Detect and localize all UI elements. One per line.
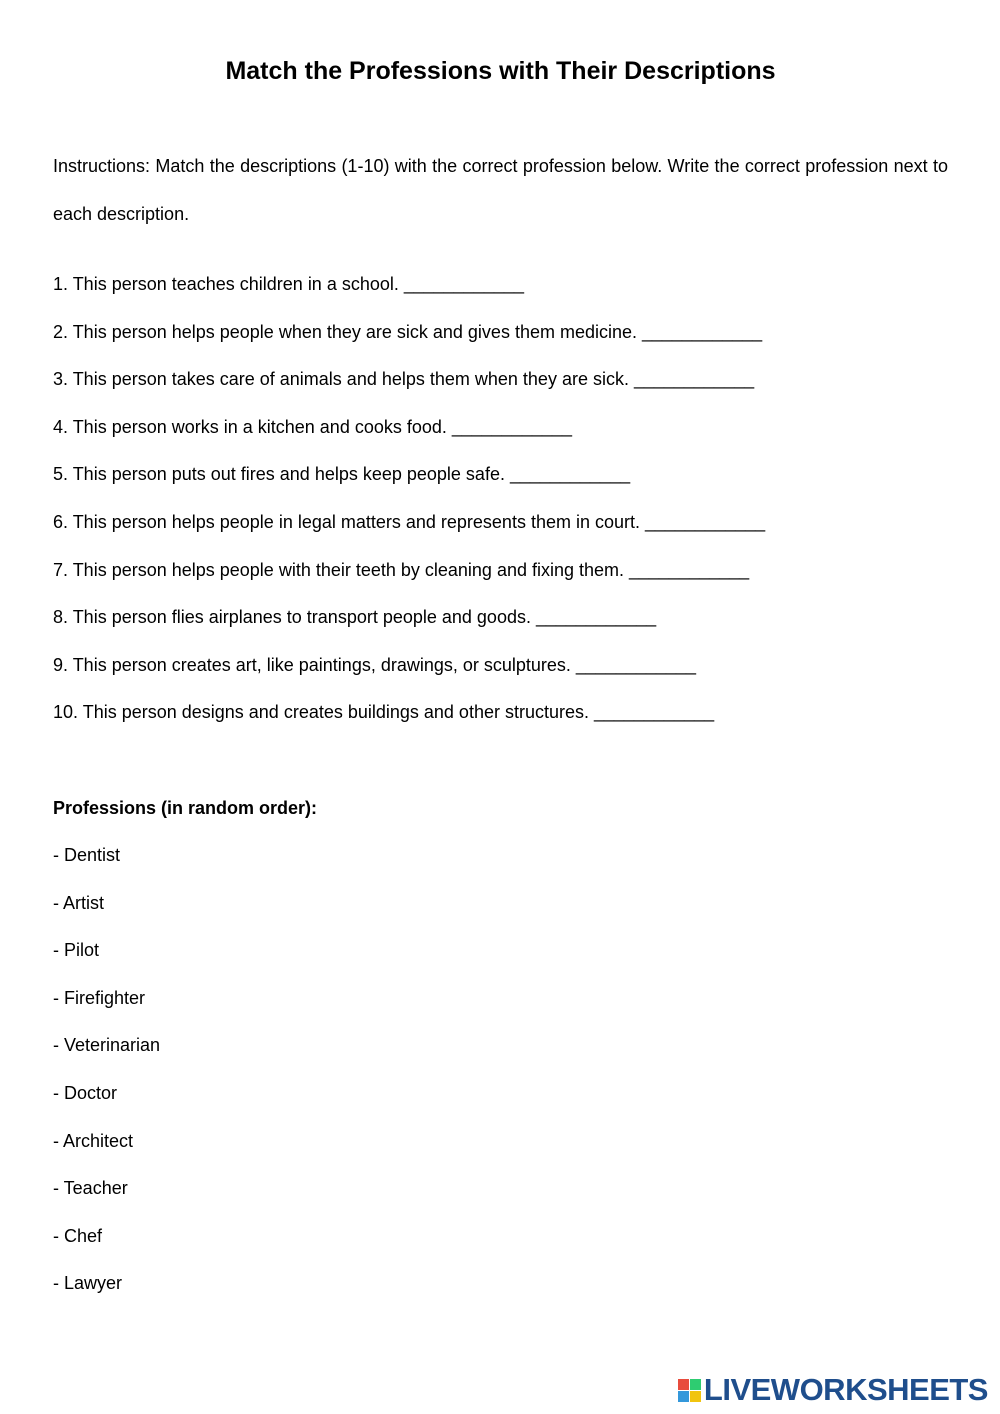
- brand-name: LIVEWORKSHEETS: [703, 1372, 988, 1407]
- page-title: Match the Professions with Their Descriptions: [225, 57, 776, 85]
- profession-list: [53, 832, 160, 1308]
- question-item: 5. This person puts out fires and helps keep people safe. ____________: [53, 464, 631, 485]
- question-item: 9. This person creates art, like paintings, drawings, or sculptures. ____________: [53, 654, 697, 675]
- profession-item: - Dentist: [53, 845, 121, 865]
- instructions-text: Instructions: Match the descriptions (1-10) with the correct profession below. Write the correct profession next to each description.: [53, 156, 948, 224]
- question-item: 4. This person works in a kitchen and cooks food. ____________: [53, 416, 573, 437]
- question-item: 10. This person designs and creates buildings and other structures. ____________: [53, 702, 715, 723]
- profession-item: - Pilot: [53, 940, 100, 961]
- question-list: [53, 261, 948, 737]
- profession-item: - Artist: [53, 892, 105, 913]
- profession-item: - Architect: [53, 1130, 134, 1151]
- profession-item: - Veterinarian: [53, 1035, 161, 1056]
- logo-square: [678, 1391, 689, 1402]
- question-item: 8. This person flies airplanes to transport people and goods. ____________: [53, 607, 657, 628]
- logo-square: [690, 1391, 701, 1402]
- profession-item: - Teacher: [53, 1178, 128, 1199]
- logo-square: [690, 1379, 701, 1390]
- liveworksheets-brand: [678, 1372, 988, 1408]
- logo-square: [678, 1379, 689, 1390]
- profession-item: - Chef: [53, 1225, 103, 1246]
- question-item: 1. This person teaches children in a school. ____________: [53, 274, 524, 294]
- profession-item: - Lawyer: [53, 1273, 123, 1294]
- question-item: 2. This person helps people when they are sick and gives them medicine. ____________: [53, 321, 763, 342]
- professions-heading: Professions (in random order):: [53, 798, 318, 818]
- question-item: 7. This person helps people with their teeth by cleaning and fixing them. ____________: [53, 559, 750, 580]
- question-item: 3. This person takes care of animals and helps them when they are sick. ____________: [53, 369, 755, 390]
- liveworksheets-logo-icon: [678, 1379, 701, 1402]
- profession-item: - Doctor: [53, 1082, 118, 1103]
- profession-item: - Firefighter: [53, 987, 146, 1008]
- question-item: 6. This person helps people in legal matters and represents them in court. ____________: [53, 511, 766, 532]
